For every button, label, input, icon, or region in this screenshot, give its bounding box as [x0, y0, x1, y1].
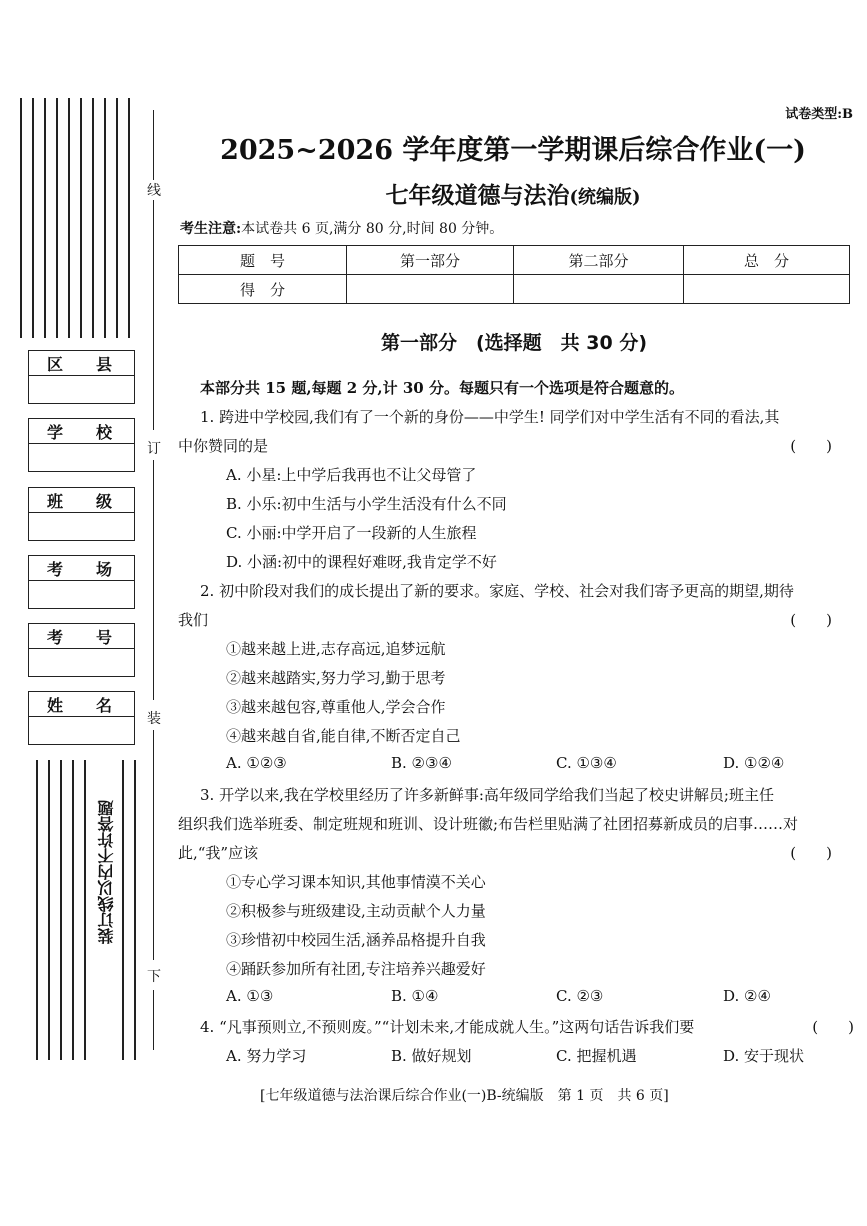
score-header-part2: 第二部分 [514, 246, 684, 275]
q2-item-1: ①越来越上进,志存高远,追梦远航 [226, 640, 446, 658]
section-title: 第一部分 (选择题 共 30 分) [380, 332, 648, 354]
score-header-item: 题 号 [179, 246, 347, 275]
exam-title: 2025~2026 学年度第一学期课后综合作业(一) [220, 135, 806, 166]
score-cell-total[interactable] [684, 275, 850, 304]
binding-warning: 装订线以内不许答题 [97, 800, 116, 944]
q4-choice-d: D. 安于现状 [723, 1047, 805, 1065]
q1-option-d: D. 小涵:初中的课程好难呀,我肯定学不好 [226, 553, 497, 571]
name-field[interactable]: 姓 名 [28, 691, 135, 745]
q4-choice-b: B. 做好规划 [391, 1047, 472, 1065]
q1-stem-line2: 中你赞同的是 ( ) [178, 437, 832, 455]
q4-choice-a: A. 努力学习 [226, 1047, 307, 1065]
exam-type-label: 试卷类型:B [785, 107, 853, 122]
candidate-notice: 考生注意:本试卷共 6 页,满分 80 分,时间 80 分钟。 [180, 221, 504, 237]
subject-title: 七年级道德与法治(统编版) [385, 182, 641, 209]
section-intro: 本部分共 15 题,每题 2 分,计 30 分。每题只有一个选项是符合题意的。 [200, 379, 684, 397]
q3-item-1: ①专心学习课本知识,其他事情漠不关心 [226, 873, 486, 891]
q3-answer-blank[interactable]: ( ) [790, 844, 832, 862]
score-row-label: 得 分 [179, 275, 347, 304]
q2-item-2: ②越来越踏实,努力学习,勤于思考 [226, 669, 446, 687]
q4-stem: 4. “凡事预则立,不预则废。”“计划未来,才能成就人生。”这两句话告诉我们要 ( ) [200, 1018, 854, 1036]
q3-choice-d: D. ②④ [723, 987, 771, 1005]
score-header-part1: 第一部分 [347, 246, 514, 275]
q1-option-c: C. 小丽:中学开启了一段新的人生旅程 [226, 524, 477, 542]
exam-room-field[interactable]: 考 场 [28, 555, 135, 609]
binding-char-xia: 下 [147, 969, 161, 985]
q2-item-3: ③越来越包容,尊重他人,学会合作 [226, 698, 446, 716]
q4-choice-c: C. 把握机遇 [556, 1047, 637, 1065]
q1-option-b: B. 小乐:初中生活与小学生活没有什么不同 [226, 495, 507, 513]
q3-choice-b: B. ①④ [391, 987, 439, 1005]
district-field[interactable]: 区 县 [28, 350, 135, 404]
q1-option-a: A. 小星:上中学后我再也不让父母管了 [226, 466, 477, 484]
school-field[interactable]: 学 校 [28, 418, 135, 472]
q3-item-4: ④踊跃参加所有社团,专注培养兴趣爱好 [226, 960, 486, 978]
q2-stem-line1: 2. 初中阶段对我们的成长提出了新的要求。家庭、学校、社会对我们寄予更高的期望,期待 [200, 582, 794, 600]
q3-stem-line2: 组织我们选举班委、制定班规和班训、设计班徽;布告栏里贴满了社团招募新成员的启事……对 [178, 815, 799, 833]
q3-item-2: ②积极参与班级建设,主动贡献个人力量 [226, 902, 486, 920]
q2-choice-b: B. ②③④ [391, 754, 452, 772]
q3-stem-line1: 3. 开学以来,我在学校里经历了许多新鲜事:高年级同学给我们当起了校史讲解员;班主任 [200, 786, 774, 804]
q3-choice-a: A. ①③ [226, 987, 274, 1005]
q1-answer-blank[interactable]: ( ) [790, 437, 832, 455]
binding-char-zhuang: 装 [147, 711, 161, 727]
q3-choice-c: C. ②③ [556, 987, 604, 1005]
score-header-total: 总 分 [684, 246, 850, 275]
q2-stem-line2: 我们 ( ) [178, 611, 832, 629]
score-table [178, 245, 850, 304]
class-field[interactable]: 班 级 [28, 487, 135, 541]
q2-item-4: ④越来越自省,能自律,不断否定自己 [226, 727, 461, 745]
page-footer: [七年级道德与法治课后综合作业(一)B-统编版 第 1 页 共 6 页] [260, 1088, 669, 1104]
binding-char-xian: 线 [147, 183, 161, 199]
score-cell-part2[interactable] [514, 275, 684, 304]
q3-item-3: ③珍惜初中校园生活,涵养品格提升自我 [226, 931, 486, 949]
q3-stem-line3: 此,“我”应该 ( ) [178, 844, 832, 862]
q1-stem-line1: 1. 跨进中学校园,我们有了一个新的身份——中学生! 同学们对中学生活有不同的看法,其 [200, 408, 780, 426]
binding-char-ding: 订 [147, 441, 161, 457]
q2-answer-blank[interactable]: ( ) [790, 611, 832, 629]
q2-choice-c: C. ①③④ [556, 754, 617, 772]
score-cell-part1[interactable] [347, 275, 514, 304]
q2-choice-a: A. ①②③ [226, 754, 287, 772]
q4-answer-blank[interactable]: ( ) [812, 1018, 854, 1036]
exam-number-field[interactable]: 考 号 [28, 623, 135, 677]
q2-choice-d: D. ①②④ [723, 754, 785, 772]
